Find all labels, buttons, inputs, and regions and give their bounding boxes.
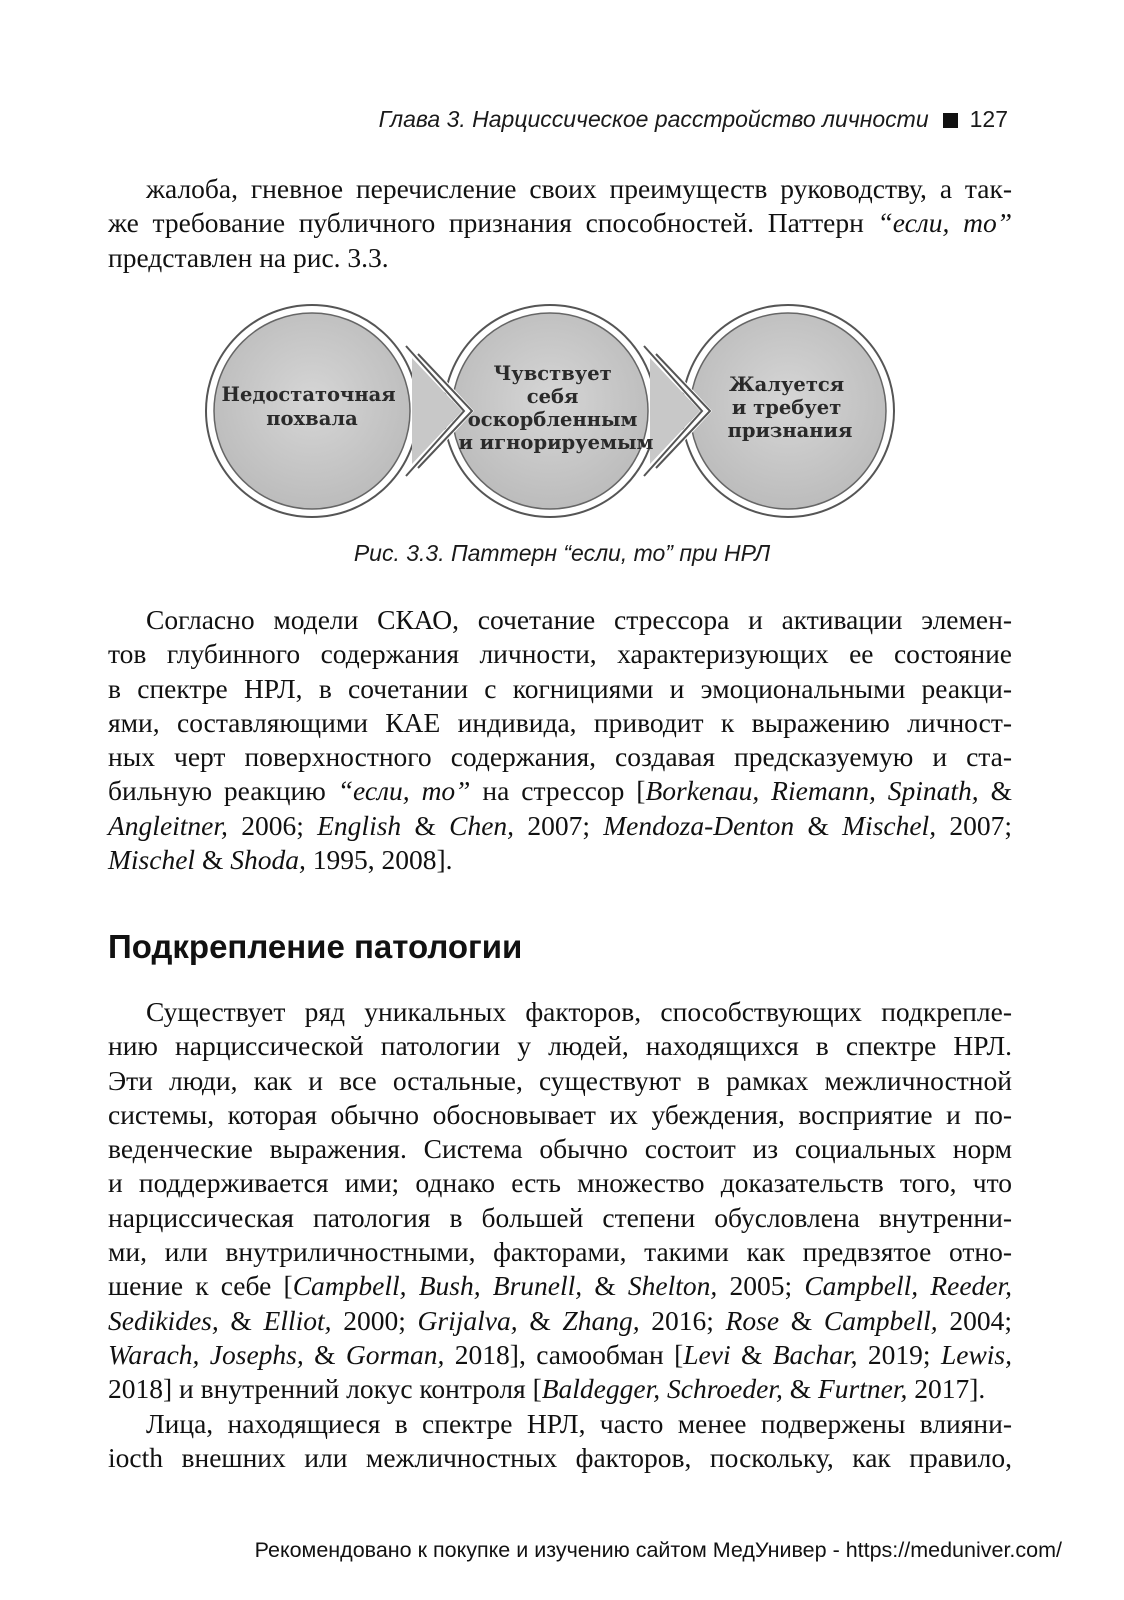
text-segment: Mischel <box>108 844 196 876</box>
text-segment: “если, то” <box>337 775 471 807</box>
text-segment: English <box>317 809 402 841</box>
text-segment: 2018], самообман [ <box>444 1338 684 1370</box>
text-segment: 2018] и внутренний локус контроля [ <box>108 1373 542 1405</box>
text-segment: 1995, 2008]. <box>305 844 453 876</box>
text-line <box>108 1304 1012 1338</box>
text-segment: же требование публичного признания способностей. Паттерн <box>108 207 878 239</box>
text-segment: Grijalva, <box>417 1304 518 1336</box>
text-segment: 2019; <box>857 1338 941 1370</box>
text-line <box>108 1269 1012 1303</box>
footer-note: Рекомендовано к покупке и изучению сайтом МедУнивер - https://meduniver.com/ <box>254 1538 1062 1562</box>
circle-1-label-line: похвала <box>266 407 358 430</box>
text-line <box>108 1132 1012 1166</box>
text-segment: & <box>794 809 843 841</box>
text-segment: 2016; <box>639 1304 726 1336</box>
text-segment: нию нарциссической патологии у людей, находящихся в спектре НРЛ. <box>108 1030 1012 1062</box>
text-segment: “если, то” <box>877 207 1012 239</box>
text-segment: & <box>582 1270 628 1302</box>
if-then-diagram <box>200 298 900 524</box>
text-segment: & <box>978 775 1012 807</box>
text-segment: Angleitner, <box>108 809 228 841</box>
text-segment: & <box>730 1338 773 1370</box>
circle-2-label-line: оскорбленным <box>467 408 638 431</box>
text-segment: & <box>517 1304 563 1336</box>
text-segment: системы, которая обычно обосновывает их убеждения, восприятие и по- <box>108 1098 1012 1130</box>
text-segment: & <box>779 1304 824 1336</box>
circle-1-label-line: Недостаточная <box>221 383 396 406</box>
text-line <box>108 637 1012 671</box>
text-segment: в спектре НРЛ, в сочетании с когнициями и эмоциональными реакци- <box>108 672 1012 704</box>
text-segment: Campbell, Bush, Brunell, <box>292 1270 583 1302</box>
text-segment: 2000; <box>331 1304 418 1336</box>
circle-2-label-line: себя <box>526 385 579 408</box>
text-segment: Chen, <box>449 809 515 841</box>
circle-3-label-line: признания <box>727 419 853 442</box>
text-segment: Эти люди, как и все остальные, существуют в рамках межличностной <box>108 1064 1012 1096</box>
text-segment: 2007; <box>936 809 1012 841</box>
figure-3-3 <box>200 298 900 524</box>
text-segment: ями, составляющими КАЕ индивида, приводит к выражению личност- <box>108 706 1012 738</box>
text-segment: Furtner, <box>817 1373 908 1405</box>
circle-3-label-line: Жалуется <box>728 373 845 396</box>
text-segment: Campbell, Reeder, <box>804 1270 1013 1302</box>
text-segment: Mendoza-Denton <box>603 809 795 841</box>
text-segment: бильную реакцию <box>108 775 338 807</box>
text-segment: Shelton, <box>627 1270 718 1302</box>
text-segment: Campbell, <box>823 1304 938 1336</box>
text-segment: нарциссическая патология в большей степени обусловлена внутренни- <box>108 1201 1012 1233</box>
text-line <box>108 774 1012 808</box>
text-line <box>108 1098 1012 1132</box>
text-line <box>108 1064 1012 1098</box>
text-segment: шение к себе [ <box>108 1270 293 1302</box>
text-segment: и поддерживается ими; однако есть множество доказательств того, что <box>108 1167 1012 1199</box>
text-line <box>108 1235 1012 1269</box>
text-segment: 2004; <box>937 1304 1013 1336</box>
circle-3-label <box>728 373 853 442</box>
section-heading: Подкрепление патологии <box>108 928 523 965</box>
text-segment: Zhang, <box>562 1304 640 1336</box>
text-segment: Levi <box>683 1338 731 1370</box>
page-number: 127 <box>969 106 1008 132</box>
running-title: Глава 3. Нарциссическое расстройство личности <box>378 106 929 132</box>
text-segment: & <box>782 1373 818 1405</box>
text-line <box>108 672 1012 706</box>
text-segment: 2017]. <box>907 1373 986 1405</box>
text-line <box>108 1372 1012 1406</box>
square-bullet-icon <box>943 113 958 128</box>
running-head <box>379 106 1008 133</box>
text-line <box>108 206 1012 240</box>
text-line <box>108 1338 1012 1372</box>
text-segment: 2007; <box>514 809 604 841</box>
text-line <box>108 1029 1012 1063</box>
text-line <box>108 1201 1012 1235</box>
paragraph-4 <box>108 1407 1012 1476</box>
text-segment: Lewis, <box>940 1338 1012 1370</box>
text-line <box>108 809 1012 843</box>
circle-2-label-line: Чувствует <box>493 362 612 385</box>
text-segment: представлен на рис. 3.3. <box>108 241 389 273</box>
text-line <box>108 1441 1012 1475</box>
paragraph-3 <box>108 995 1012 1407</box>
text-segment: & <box>401 809 450 841</box>
text-segment: ми, или внутриличностными, факторами, такими как предвзятое отно- <box>108 1236 1012 1268</box>
paragraph-1 <box>108 172 1012 275</box>
text-segment: Rose <box>725 1304 780 1336</box>
text-segment: & <box>195 844 231 876</box>
text-segment: веденческие выражения. Система обычно состоит из социальных норм <box>108 1133 1012 1165</box>
text-line <box>108 172 1012 206</box>
text-segment: & <box>218 1304 264 1336</box>
text-segment: Elliot, <box>263 1304 332 1336</box>
text-segment: Gorman, <box>345 1338 445 1370</box>
text-line <box>108 1407 1012 1441</box>
text-segment: Mischel, <box>842 809 937 841</box>
text-segment: Лица, находящиеся в спектре НРЛ, часто менее подвержены влияни- <box>146 1408 1012 1439</box>
text-segment: тов глубинного содержания личности, характеризующих ее состояние <box>108 638 1012 670</box>
text-segment: Warach, Josephs, <box>108 1338 304 1370</box>
text-segment: Baldegger, Schroeder, <box>541 1373 783 1405</box>
text-segment: ioctһ внешних или межличностных факторов, поскольку, как правило, <box>108 1442 1012 1474</box>
text-segment: & <box>303 1338 346 1370</box>
circle-2-label-line: и игнорируемым <box>458 431 654 454</box>
text-segment: Существует ряд уникальных факторов, способствующих подкрепле- <box>146 996 1012 1027</box>
text-line <box>108 603 1012 637</box>
text-segment: Bachar, <box>772 1338 858 1370</box>
text-segment: на стрессор [ <box>470 775 646 807</box>
text-line <box>108 706 1012 740</box>
figure-caption: Рис. 3.3. Паттерн “если, то” при НРЛ <box>353 540 771 566</box>
text-segment: Sedikides, <box>108 1304 219 1336</box>
text-segment: ных черт поверхностного содержания, создавая предсказуемую и ста- <box>108 741 1012 773</box>
text-segment: Shoda, <box>230 844 306 876</box>
text-segment: жалоба, гневное перечисление своих преимуществ руководству, а так- <box>146 173 1012 204</box>
text-line <box>108 740 1012 774</box>
text-segment: Согласно модели СКАО, сочетание стрессора и активации элемен- <box>146 604 1012 635</box>
text-segment: 2005; <box>717 1270 805 1302</box>
text-line <box>108 995 1012 1029</box>
text-line <box>108 1166 1012 1200</box>
text-line <box>108 843 1012 877</box>
text-segment: Borkenau, Riemann, Spinath, <box>645 775 979 807</box>
paragraph-2 <box>108 603 1012 877</box>
text-segment: 2006; <box>227 809 318 841</box>
text-line <box>108 241 1012 275</box>
circle-3-label-line: и требует <box>731 396 842 419</box>
